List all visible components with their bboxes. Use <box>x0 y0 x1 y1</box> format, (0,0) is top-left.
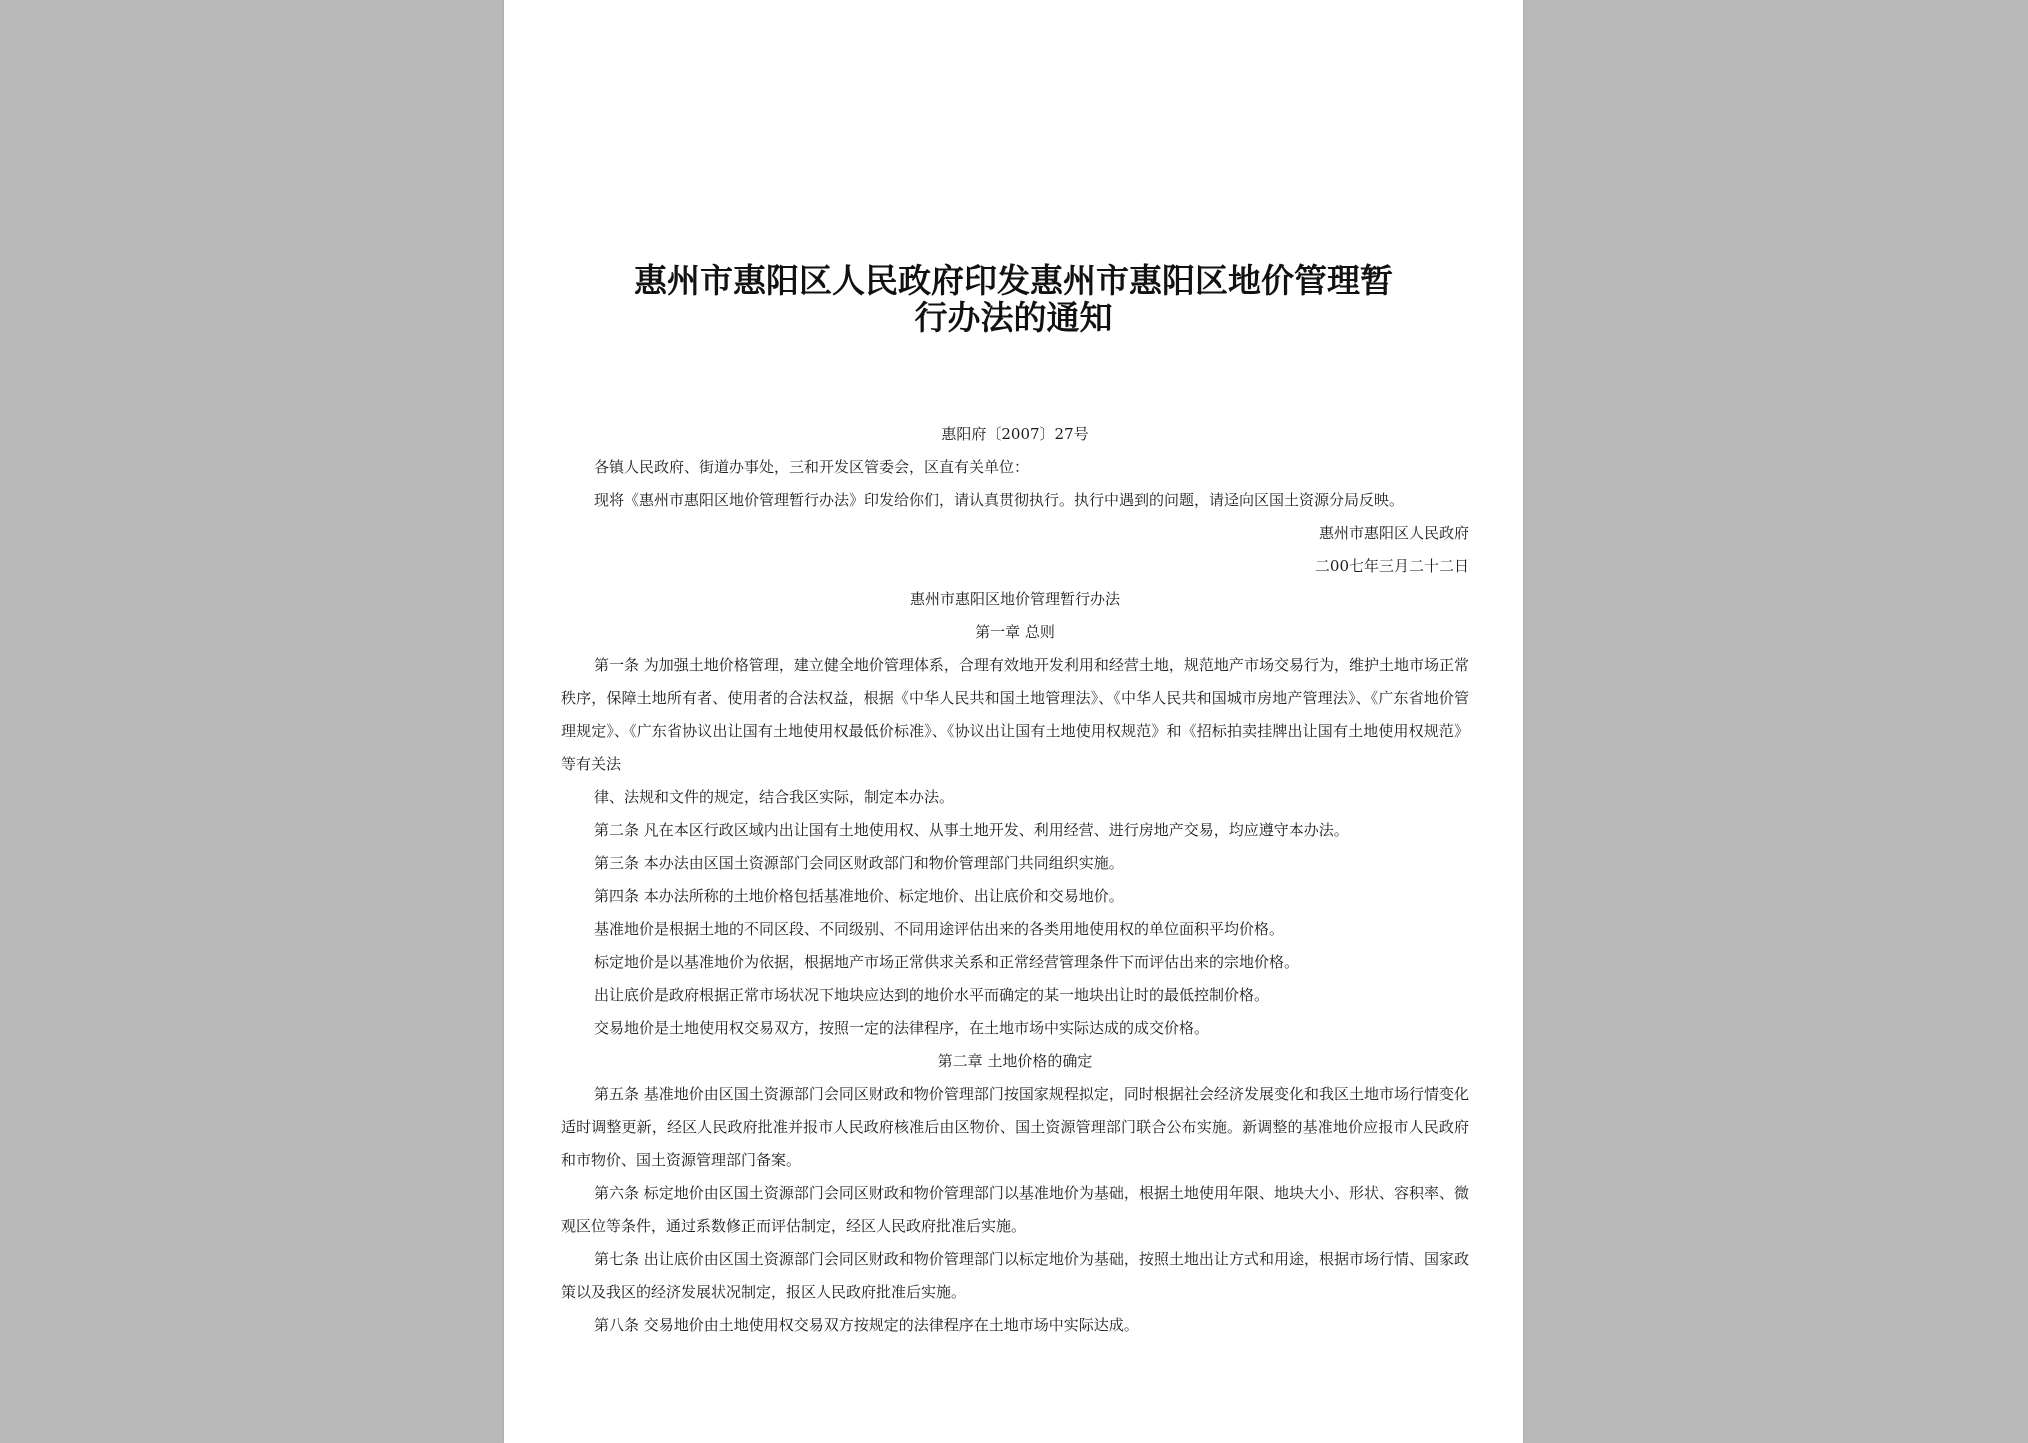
article-6: 第六条 标定地价由区国土资源部门会同区财政和物价管理部门以基准地价为基础，根据土地使用年限、地块大小、形状、容积率、微观区位等条件，通过系数修正而评估制定，经区人民政府批准后实施。 <box>561 1184 1469 1235</box>
document-page <box>504 0 1523 1443</box>
article-1: 第一条 为加强土地价格管理，建立健全地价管理体系，合理有效地开发利用和经营土地，规范地产市场交易行为，维护土地市场正常秩序，保障土地所有者、使用者的合法权益，根据《中华人民共和国土地管理法》、《中华人民共和国城市房地产管理法》、《广东省地价管理规定》、《广东省协议出让国有土地使用权最低价标准》、《协议出让国有土地使用权规范》和《招标拍卖挂牌出让国有土地使用权规范》等有关法 <box>561 656 1469 773</box>
chapter-1-heading: 第一章 总则 <box>975 623 1055 641</box>
article-2: 第二条 凡在本区行政区域内出让国有土地使用权、从事土地开发、利用经营、进行房地产交易，均应遵守本办法。 <box>594 821 1349 839</box>
title-line-1: 惠州市惠阳区人民政府印发惠州市惠阳区地价管理暂 <box>634 261 1393 300</box>
recipients: 各镇人民政府、街道办事处，三和开发区管委会，区直有关单位： <box>594 458 1030 476</box>
definition-reserve-price: 出让底价是政府根据正常市场状况下地块应达到的地价水平而确定的某一地块出让时的最低控制价格。 <box>594 986 1270 1004</box>
article-7: 第七条 出让底价由区国土资源部门会同区财政和物价管理部门以标定地价为基础，按照土地出让方式和用途，根据市场行情、国家政策以及我区的经济发展状况制定，报区人民政府批准后实施。 <box>561 1250 1469 1301</box>
issue-date: 二00七年三月二十二日 <box>1314 557 1469 575</box>
definition-transaction-price: 交易地价是土地使用权交易双方，按照一定的法律程序，在土地市场中实际达成的成交价格。 <box>594 1019 1210 1037</box>
doc-number: 惠阳府〔2007〕27号 <box>941 425 1089 443</box>
document-body <box>561 418 1469 1342</box>
notice-body: 现将《惠州市惠阳区地价管理暂行办法》印发给你们，请认真贯彻执行。执行中遇到的问题，请迳向区国土资源分局反映。 <box>594 491 1405 509</box>
definition-base-price: 基准地价是根据土地的不同区段、不同级别、不同用途评估出来的各类用地使用权的单位面积平均价格。 <box>594 920 1285 938</box>
definition-standard-price: 标定地价是以基准地价为依据，根据地产市场正常供求关系和正常经营管理条件下而评估出来的宗地价格。 <box>594 953 1300 971</box>
article-3: 第三条 本办法由区国土资源部门会同区财政部门和物价管理部门共同组织实施。 <box>594 854 1124 872</box>
article-4: 第四条 本办法所称的土地价格包括基准地价、标定地价、出让底价和交易地价。 <box>594 887 1124 905</box>
document-title <box>554 262 1473 336</box>
issuer: 惠州市惠阳区人民政府 <box>1318 524 1469 542</box>
article-5: 第五条 基准地价由区国土资源部门会同区财政和物价管理部门按国家规程拟定，同时根据社会经济发展变化和我区土地市场行情变化适时调整更新，经区人民政府批准并报市人民政府核准后由区物价、国土资源管理部门联合公布实施。新调整的基准地价应报市人民政府和市物价、国土资源管理部门备案。 <box>561 1085 1469 1169</box>
chapter-2-heading: 第二章 土地价格的确定 <box>937 1052 1093 1070</box>
measures-title: 惠州市惠阳区地价管理暂行办法 <box>909 590 1120 608</box>
article-8: 第八条 交易地价由土地使用权交易双方按规定的法律程序在土地市场中实际达成。 <box>594 1316 1139 1334</box>
article-1-continued: 律、法规和文件的规定，结合我区实际，制定本办法。 <box>594 788 955 806</box>
title-line-2: 行办法的通知 <box>914 298 1113 337</box>
